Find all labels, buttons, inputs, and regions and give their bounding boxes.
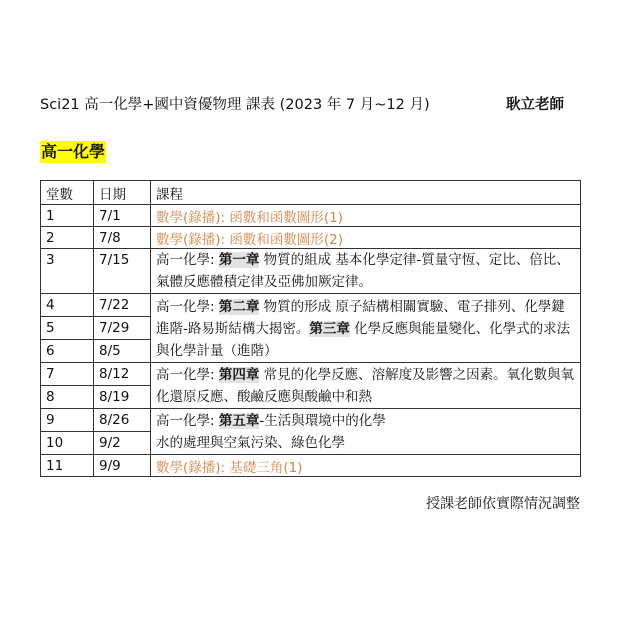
session-date: 7/1 [94,205,151,227]
document-header [40,94,580,116]
recorded-lesson: 數學(錄播): 基礎三角(1) [156,459,303,476]
course-cell [151,227,581,249]
session-date: 7/29 [94,317,151,340]
course-description: 化學反應與能量變化、化學式的求法與化學計量（進階） [156,321,571,359]
course-description: -生活與環境中的化學 [259,413,386,429]
session-date: 8/19 [94,386,151,409]
session-date: 7/22 [94,294,151,317]
session-date: 7/15 [94,249,151,294]
table-row [41,409,581,432]
session-date: 9/9 [94,455,151,477]
session-number: 11 [41,455,94,477]
course-prefix: 高一化學: [156,413,219,429]
table-row [41,294,581,317]
footnote: 授課老師依實際情況調整 [426,496,580,512]
session-number: 2 [41,227,94,249]
table-row [41,227,581,249]
course-cell [151,205,581,227]
table-row [41,455,581,477]
header-session: 堂數 [41,181,94,205]
header-course: 課程 [151,181,581,205]
table-row [41,249,581,294]
session-number: 1 [41,205,94,227]
teacher-name: 耿立老師 [506,97,564,113]
session-date: 8/5 [94,340,151,363]
course-cell [151,363,581,409]
course-cell [151,249,581,294]
session-number: 9 [41,409,94,432]
course-cell [151,409,581,455]
table-row [41,363,581,386]
course-description: 物質的形成 原子結構相關實驗、電子排列、化學鍵進階-路易斯結構大揭密。 [156,299,565,337]
session-number: 10 [41,432,94,455]
course-prefix: 高一化學: [156,252,219,268]
chapter-label: 第一章 [218,252,260,268]
recorded-lesson: 數學(錄播): 函數和函數圖形(2) [156,231,343,248]
section-title: 高一化學 [41,142,106,161]
session-number: 7 [41,363,94,386]
session-number: 6 [41,340,94,363]
course-cell [151,294,581,363]
session-date: 9/2 [94,432,151,455]
course-description: 物質的組成 基本化學定律-質量守恆、定比、倍比、氣體反應體積定律及亞佛加厥定律。 [156,252,570,290]
session-date: 8/12 [94,363,151,386]
course-prefix: 高一化學: [156,367,219,383]
course-description-line2: 水的處理與空氣污染、綠色化學 [156,435,345,451]
session-date: 7/8 [94,227,151,249]
recorded-lesson: 數學(錄播): 函數和函數圖形(1) [156,209,343,226]
table-header-row [41,181,581,205]
course-prefix: 高一化學: [156,299,219,315]
chapter-label: 第二章 [218,299,260,315]
session-number: 4 [41,294,94,317]
course-cell [151,455,581,477]
header-date: 日期 [94,181,151,205]
session-number: 8 [41,386,94,409]
session-number: 3 [41,249,94,294]
chapter-label: 第三章 [309,321,350,337]
session-date: 8/26 [94,409,151,432]
chapter-label: 第四章 [218,367,260,383]
session-number: 5 [41,317,94,340]
schedule-title: Sci21 高一化學+國中資優物理 課表 (2023 年 7 月~12 月) [40,97,430,113]
schedule-table [40,180,581,477]
table-row [41,205,581,227]
course-description: 常見的化學反應、溶解度及影響之因素。氧化數與氧化還原反應、酸鹼反應與酸鹼中和熱 [156,367,575,405]
chapter-label: 第五章 [218,413,260,429]
